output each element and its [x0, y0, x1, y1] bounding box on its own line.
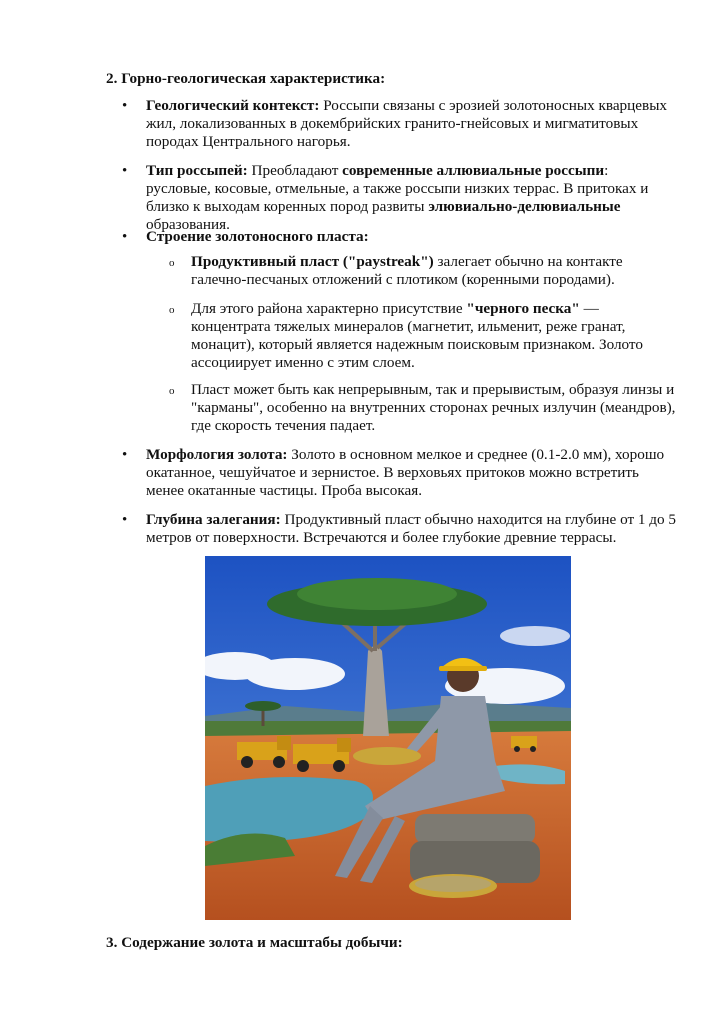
- item-text: Россыпи связаны с эрозией золотоносных кварцевых жил, локализованных в докембрийских гранито-гнейсовых и мигматитовых породах Центрального нагорья.: [146, 97, 667, 150]
- section-3-heading: 3. Содержание золота и масштабы добычи:: [106, 934, 403, 951]
- item-text: Преобладают: [247, 162, 343, 179]
- item-text: : русловые, косовые, отмельные, а также россыпи низких террас. В притоках и близко к выходам коренных пород развиты: [146, 162, 649, 215]
- item-text: образования.: [146, 216, 230, 233]
- list-item-geological-context: [122, 97, 676, 151]
- sub-item-bold: "черного песка": [466, 300, 580, 317]
- item-bold: современные аллювиальные россыпи: [342, 162, 605, 179]
- rock-seat: [410, 814, 540, 883]
- subbullet-marker: o: [169, 257, 175, 269]
- list-item-layer-structure: [122, 228, 676, 246]
- sub-item-text: залегает обычно на контакте галечно-песчаных отложений с плотиком (коренными породами).: [191, 253, 623, 288]
- sub-item-bold: Продуктивный пласт ("paystreak"): [191, 253, 434, 270]
- sub-item-text: — концентрата тяжелых минералов (магнетит, ильменит, реже гранат, монацит), который является надежным поисковым признаком. Золото ассоциирует именно с этим слоем.: [191, 300, 643, 371]
- bullet-marker: •: [122, 229, 128, 245]
- bullet-marker: •: [122, 163, 128, 179]
- sub-item-black-sand: [169, 300, 676, 372]
- illustration-mining-site: [205, 556, 571, 920]
- sub-item-continuity: [169, 381, 676, 435]
- list-item-depth: [122, 511, 677, 547]
- gold-pan-raised: [353, 747, 421, 765]
- bullet-marker: •: [122, 98, 128, 114]
- list-item-gold-morphology: [122, 446, 676, 500]
- subbullet-marker: o: [169, 304, 175, 316]
- item-label: Глубина залегания:: [146, 511, 281, 528]
- item-label: Строение золотоносного пласта:: [146, 228, 369, 245]
- list-item-placer-type: [122, 162, 676, 234]
- illustration-svg: [205, 556, 571, 920]
- item-text: Продуктивный пласт обычно находится на глубине от 1 до 5 метров от поверхности. Встречаются и более глубокие древние террасы.: [146, 511, 677, 546]
- item-label: Тип россыпей:: [146, 162, 248, 179]
- sub-item-paystreak: [169, 253, 676, 289]
- bullet-marker: •: [122, 512, 128, 528]
- section-2-heading: 2. Горно-геологическая характеристика:: [106, 70, 386, 87]
- item-text: Золото в основном мелкое и среднее (0.1-2.0 мм), хорошо окатанное, чешуйчатое и зернистое. В верховьях притоков можно встретить менее окатанные частицы. Проба высокая.: [146, 446, 665, 499]
- bullet-marker: •: [122, 447, 128, 463]
- gold-pan-contents: [415, 876, 491, 892]
- subbullet-marker: o: [169, 385, 175, 397]
- item-bold: элювиально-делювиальные: [428, 198, 621, 215]
- sub-item-text: Пласт может быть как непрерывным, так и прерывистым, образуя линзы и "карманы", особенно на внутренних сторонах речных излучин (меандров), где скорость течения падает.: [191, 381, 676, 434]
- item-label: Геологический контекст:: [146, 97, 320, 114]
- item-label: Морфология золота:: [146, 446, 288, 463]
- sub-item-text: Для этого района характерно присутствие: [191, 300, 467, 317]
